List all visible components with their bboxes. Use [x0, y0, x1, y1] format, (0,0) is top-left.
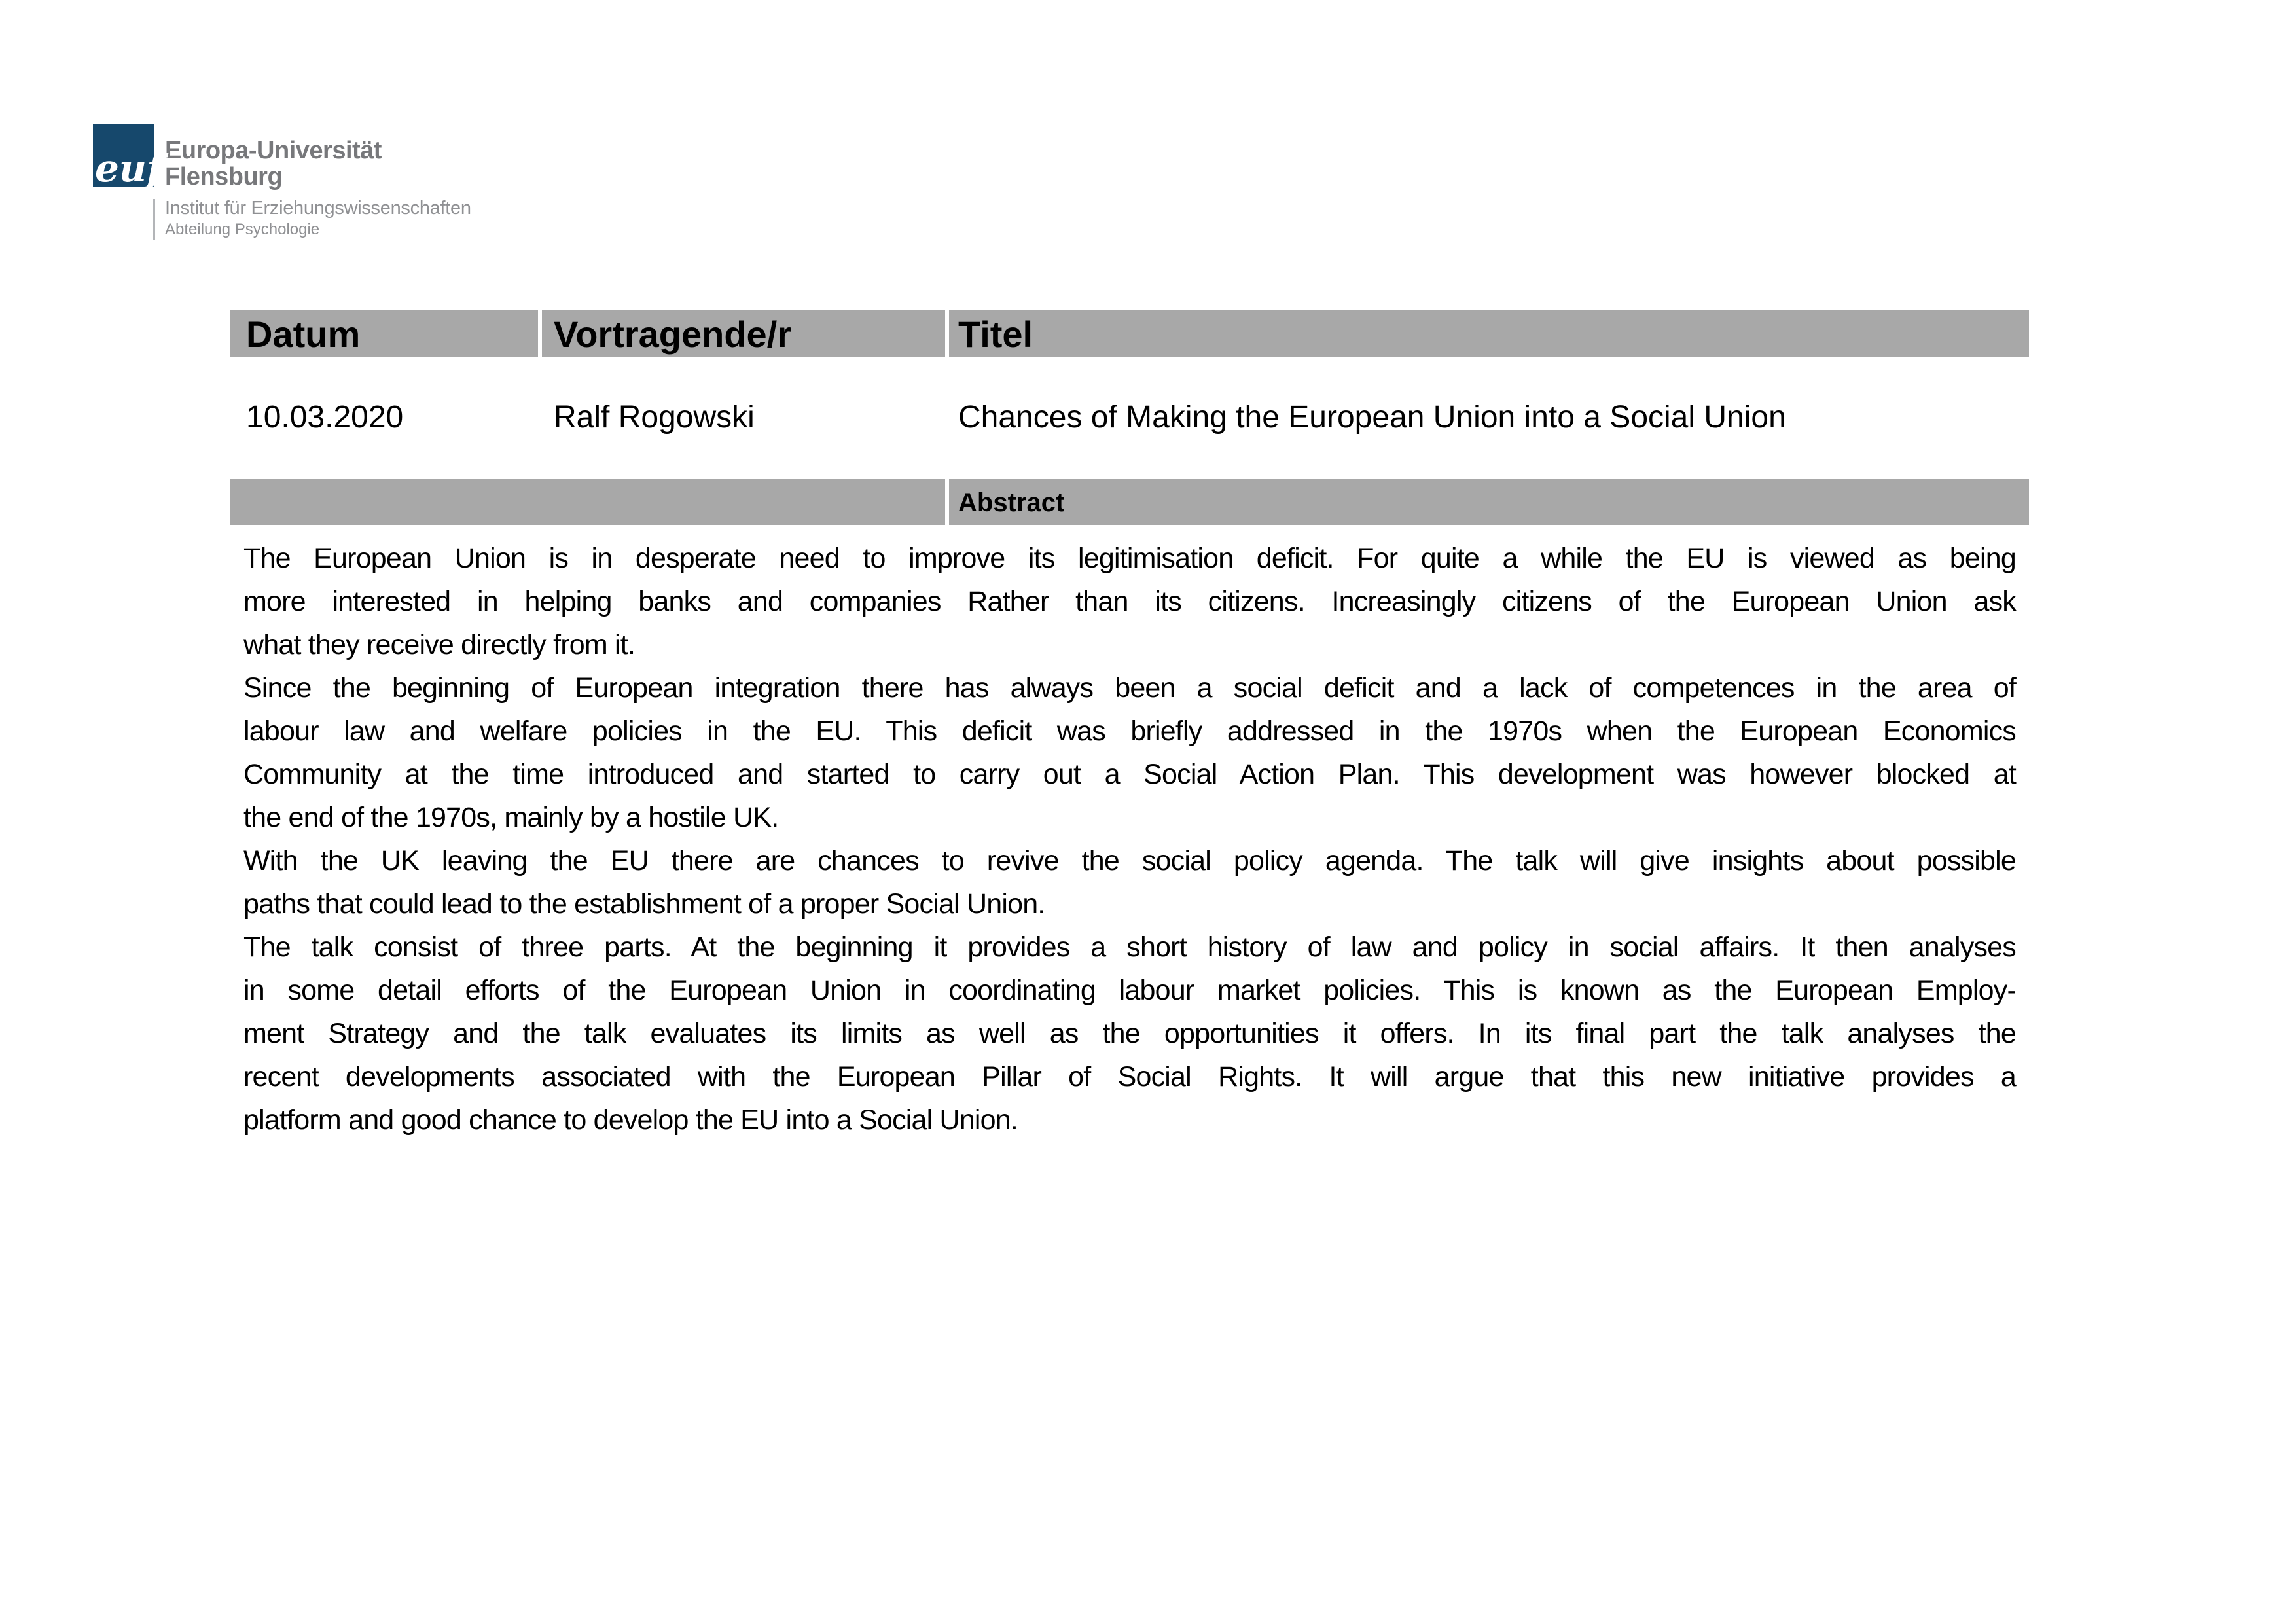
abstract-header-spacer [230, 479, 945, 525]
talk-table [230, 310, 2029, 1142]
column-header-vortragende: Vortragende/r [542, 310, 945, 357]
table-row [230, 357, 2029, 479]
university-name-line2: Flensburg [165, 163, 283, 190]
logo-top-row [93, 124, 471, 190]
talk-speaker: Ralf Rogowski [554, 400, 755, 435]
abstract-line: the end of the 1970s, mainly by a hostile UK. [243, 802, 779, 833]
abstract-line: paths that could lead to the establishment of a proper Social Union. [243, 888, 1045, 920]
abstract-line: The talk consist of three parts. At the beginning it provides a short history of law and policy in social affairs. It then analyses [243, 931, 2016, 963]
euf-logo-mark [93, 124, 164, 190]
column-header-titel: Titel [949, 310, 2029, 357]
abstract-line: more interested in helping banks and companies Rather than its citizens. Increasingly citizens of the European Union ask [243, 586, 2016, 617]
abstract-label: Abstract [949, 479, 2029, 525]
university-name [165, 124, 382, 190]
logo-sub-row [153, 196, 471, 240]
talk-title: Chances of Making the European Union into a Social Union [958, 400, 1786, 435]
institute-name: Institut für Erziehungswissenschaften [165, 198, 471, 219]
euf-monogram: euf [95, 146, 164, 190]
university-name-line1: Europa-Universität [165, 137, 382, 164]
university-logo [93, 124, 471, 240]
abstract-text [230, 537, 2029, 1142]
logo-sub-text [165, 196, 471, 240]
column-header-datum: Datum [230, 310, 538, 357]
table-header-row [230, 310, 2029, 357]
talk-date: 10.03.2020 [246, 400, 404, 435]
abstract-line: The European Union is in desperate need to improve its legitimisation deficit. For quite a while the EU is viewed as being [243, 543, 2016, 574]
abstract-line: what they receive directly from it. [243, 629, 636, 660]
abstract-line: in some detail efforts of the European Union in coordinating labour market policies. This is known as the European Employ- [243, 975, 2016, 1006]
abstract-line: platform and good chance to develop the EU into a Social Union. [243, 1104, 1018, 1136]
abstract-line: labour law and welfare policies in the EU. This deficit was briefly addressed in the 1970s when the European Economics [243, 715, 2016, 747]
abstract-line: Community at the time introduced and started to carry out a Social Action Plan. This development was however blocked at [243, 759, 2016, 790]
department-name: Abteilung Psychologie [165, 221, 320, 238]
abstract-line: Since the beginning of European integration there has always been a social deficit and a lack of competences in the area of [243, 672, 2016, 704]
abstract-line: ment Strategy and the talk evaluates its limits as well as the opportunities it offers. In its final part the talk analyses the [243, 1018, 2016, 1049]
logo-divider-bar [153, 199, 155, 240]
abstract-line: recent developments associated with the European Pillar of Social Rights. It will argue that this new initiative provides a [243, 1061, 2016, 1092]
abstract-header-row [230, 479, 2029, 525]
abstract-line: With the UK leaving the EU there are chances to revive the social policy agenda. The talk will give insights about possible [243, 845, 2016, 876]
